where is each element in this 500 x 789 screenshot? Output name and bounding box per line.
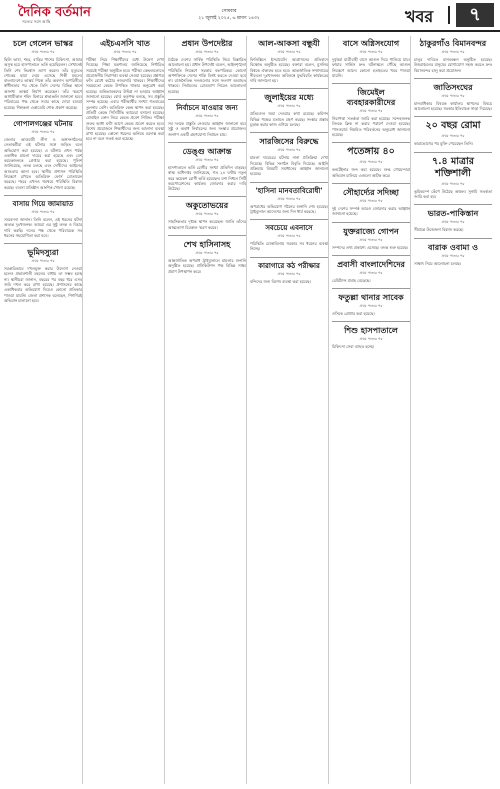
story-body: কনটেইনার জব্দ করা হয়েছে। শুল্ক গোয়েন্দারা অভিযান চালিয়ে এগুলো আটক করে। (332, 167, 410, 178)
story-headline[interactable]: বাসে অগ্নিসংযোগ (342, 38, 400, 48)
story-body: সমবেদনা জানান। তিনি বলেন, এই ধরনের ঘটনা অত্যন্ত দুঃখজনক। আমরা এর সুষ্ঠু তদন্ত ও বিচার দাবি করছি। দলের পক্ষ থেকে পরিবারকে সব ধরনের সহযোগিতা করা হবে। (4, 216, 82, 238)
story-headline[interactable]: যুক্তরাজ্যে গোপন (343, 225, 399, 236)
story-continuation: প্রথম পাতার পর (31, 259, 55, 264)
story-body: কারাভোগের পর মুক্তি পেয়েছেন তিনি। (414, 141, 473, 147)
news-story (332, 87, 410, 137)
news-column-4 (250, 36, 328, 784)
story-body: সম্পদের তথ্য প্রকাশ্যে এসেছে। তদন্ত শুরু হয়েছে। (332, 244, 409, 250)
news-column-5 (332, 36, 410, 784)
story-headline[interactable]: 'হাসিনা মানবতাবিরোধী' (255, 185, 323, 195)
story-separator (4, 115, 82, 116)
news-story (414, 208, 492, 232)
masthead (0, 0, 500, 32)
story-separator (332, 83, 410, 84)
story-body: সব দলকে প্রস্তুতি নেওয়ার আহ্বান জানানো হয়। সুষ্ঠু ও অবাধ নির্বাচনের জন্য সংস্কার প্রয়োজন। জনগণ একটি গ্রহণযোগ্য নির্বাচন চায়। (168, 121, 246, 137)
page-number: ৭ (456, 3, 494, 27)
story-separator (414, 78, 492, 79)
news-column-2 (86, 36, 164, 784)
story-separator (332, 142, 410, 143)
story-headline[interactable]: এইচএসসি খাত (100, 38, 150, 48)
news-story (250, 136, 328, 176)
story-headline[interactable]: নির্বাচনে যাওয়ার জন্য (176, 103, 238, 113)
news-story (4, 38, 82, 110)
story-continuation: প্রথম পাতার পর (277, 196, 301, 201)
story-headline[interactable]: পতেঙ্গায় ৪০ (347, 146, 395, 158)
news-column-3 (168, 36, 246, 784)
column-rule (328, 36, 329, 784)
story-body: ভূমিকম্পে কেঁপে উঠেছে অঞ্চল। সুনামি সতর্কতা জারি করা হয়। (414, 188, 492, 200)
news-story (168, 38, 246, 94)
story-body: চালুর দাবিতে মানববন্ধন অনুষ্ঠিত হয়েছে। উত্তরাঞ্চলের মানুষের যোগাযোগ সহজ করতে দ্রুত বিমানবন্দর চালু করা প্রয়োজন। (414, 57, 492, 73)
news-story (332, 38, 410, 78)
story-continuation: প্রথম পাতার পর (277, 50, 301, 54)
story-headline[interactable]: শেখ হাসিনাসহ (183, 239, 231, 250)
news-story (332, 226, 410, 250)
story-body: পরিস্থিতি মোকাবিলায় সরকার সব ধরনের ব্যবস্থা নিচ্ছে। (250, 241, 328, 252)
story-body: প্রতিবেদন জমা দেওয়ার কথা রয়েছে। কমিশন বিভিন্ন পক্ষের মতামত গ্রহণ করছে। সংস্কার প্রস্তাব চূড়ান্ত করার কাজ এগিয়ে চলছে। (250, 111, 328, 128)
story-body: বৈঠকে দেশের সার্বিক পরিস্থিতি নিয়ে বিস্তারিত আলোচনা হয়। প্রধান উপদেষ্টা বলেন, আইনশৃঙ্খলা পরিস্থিতি নিয়ন্ত্রণে সরকার বদ্ধপরিকর। কোনো অপশক্তিকে দেশের শান্তি বিনষ্ট করতে দেওয়া হবে না। রাজনৈতিক দলগুলোর সঙ্গে সংলাপ অব্যাহত থাকবে। নির্বাচনের রোডম্যাপ নিয়েও আলোচনা হয়েছে। (168, 57, 246, 94)
news-story (414, 38, 492, 73)
story-separator (250, 219, 328, 220)
story-body: নিরাপত্তা সতর্কতা জারি করা হয়েছে। সন্দেহজনক লিংকে ক্লিক না করার পরামর্শ দেওয়া হয়েছে। পাসওয়ার্ড নিয়মিত পরিবর্তনের অনুরোধ জানানো হয়েছে। (332, 116, 410, 138)
story-continuation: প্রথম পাতার পর (195, 114, 219, 119)
story-continuation: প্রথম পাতার পর (277, 104, 301, 109)
story-continuation: প্রথম পাতার পর (441, 181, 465, 186)
story-separator (414, 152, 492, 153)
news-story (250, 92, 328, 127)
story-separator (332, 183, 410, 184)
news-story (4, 199, 82, 238)
story-body: জেলার আওয়ামী লীগ ও অঙ্গসংগঠনের নেতাকর্মীরা এই ঘটনার সঙ্গে জড়িত বলে অভিযোগ করা হয়েছে। এ ঘটনায় এখন পর্যন্ত একাধিক মামলা দায়ের করা হয়েছে এবং বেশ কয়েকজনকে গ্রেপ্তার করা হয়েছে। পুলিশ জানিয়েছে, তদন্ত চলছে এবং দোষীদের আইনের আওতায় আনা হবে। স্থানীয় প্রশাসন পরিস্থিতি নিয়ন্ত্রণে রাখতে অতিরিক্ত ফোর্স মোতায়েন করেছে। শহরে এখনও থমথমে পরিস্থিতি বিরাজ করছে। ব্যবসা প্রতিষ্ঠান আংশিক খোলা রয়েছে। (4, 136, 82, 190)
story-headline[interactable]: ফতুল্লা থানার সাবেক (338, 292, 404, 303)
story-separator (332, 255, 410, 256)
column-rule (164, 36, 165, 784)
news-story (250, 261, 328, 284)
story-separator (250, 132, 328, 133)
news-story (332, 259, 410, 283)
story-continuation: প্রথম পাতার পর (195, 50, 219, 54)
story-continuation: প্রথম পাতার পর (441, 93, 465, 98)
story-body: রেমিট্যান্স প্রবাহ বেড়েছে। (332, 277, 371, 283)
news-story (86, 38, 164, 142)
story-headline[interactable]: বারাক ওবামা ও (428, 241, 478, 252)
news-column-6 (414, 36, 492, 784)
story-separator (414, 204, 492, 205)
story-body: সাহসিকতার দৃষ্টান্ত স্থাপন করেছেন। জাতি তাঁদের আত্মত্যাগ চিরকাল স্মরণ করবে। (168, 219, 246, 230)
story-headline[interactable]: জুলাইয়ের মধ্যে (264, 92, 314, 103)
story-headline[interactable]: জাতিসংঘের (433, 81, 473, 92)
story-body: চিকিৎসা সেবা ব্যাহত হচ্ছে। (332, 344, 375, 350)
story-continuation: প্রথম পাতার পর (359, 337, 383, 342)
story-headline[interactable]: আল-আকসা বন্ধুযী (258, 38, 320, 48)
story-body: ওসিকে গ্রেপ্তার করা হয়েছে। (332, 311, 375, 317)
story-continuation: প্রথম পাতার পর (277, 148, 301, 153)
story-separator (4, 243, 82, 244)
story-body: সাক্ষাৎ নিয়ে আলোচনা চলছে। (414, 260, 462, 266)
story-body: হাসপাতালে ভর্তি রোগীর সংখ্যা প্রতিদিন বাড়ছে। স্বাস্থ্য অধিদপ্তর জানিয়েছে, গত ২৪ ঘণ্টায় নতুন করে কয়েকশ রোগী ভর্তি হয়েছেন। মশা নিধনে সিটি করপোরেশনের কার্যক্রম জোরদার করার দাবি উঠেছে। (168, 164, 246, 192)
story-continuation: প্রথম পাতার পর (441, 220, 465, 225)
story-separator (250, 257, 328, 258)
story-separator (332, 288, 410, 289)
news-story (4, 119, 82, 190)
story-separator (332, 222, 410, 223)
story-continuation: প্রথম পাতার পর (195, 157, 219, 162)
column-rule (410, 36, 411, 784)
story-separator (332, 321, 410, 322)
story-separator (414, 238, 492, 239)
story-body: বন্দিদের জন্য বিশেষ ব্যবস্থা করা হয়েছে। (250, 278, 311, 284)
news-story (414, 242, 492, 266)
story-body: মানবাধিকার বিষয়ক কার্যালয় স্থাপনের বিষয়ে আলোচনা হয়েছে। সরকার ইতিবাচক সাড়া দিয়েছে। (414, 100, 492, 112)
story-headline[interactable]: চলে গেলেন ভাস্কর (13, 38, 73, 48)
news-story (414, 120, 492, 146)
story-continuation: প্রথম পাতার পর (441, 134, 465, 139)
story-headline[interactable]: ভারত-পাকিস্তান (427, 208, 479, 219)
news-story (250, 186, 328, 215)
story-headline[interactable]: সৌহার্দ্যের সদিচ্ছা (343, 186, 399, 197)
story-body: ফিলিস্তিনে ইসরায়েলি আগ্রাসনের প্রতিবাদে বিক্ষোভ অনুষ্ঠিত হয়েছে। বক্তারা বলেন, মুসলিম বিশ্বকে ঐক্যবদ্ধ হতে হবে। আন্তর্জাতিক সম্প্রদায়ের নীরবতা দুঃখজনক। অবিলম্বে যুদ্ধবিরতি কার্যকরের দাবি জানানো হয়। (250, 57, 328, 84)
story-body: আন্তর্জাতিক অপরাধ ট্রাইব্যুনালে মামলার শুনানি অনুষ্ঠিত হয়েছে। প্রসিকিউশন পক্ষ বিভিন্ন সাক্ষ্য প্রমাণ উপস্থাপন করে। (168, 258, 246, 274)
story-separator (250, 88, 328, 89)
news-story (168, 239, 246, 274)
news-story (414, 156, 492, 200)
story-separator (168, 142, 246, 143)
story-continuation: প্রথম পাতার পর (359, 198, 383, 203)
news-story (332, 292, 410, 316)
story-headline[interactable]: প্রধান উপদেষ্টার (181, 38, 233, 48)
news-column-1 (4, 36, 82, 784)
section-title: খবর (405, 7, 434, 26)
story-headline[interactable]: অকুতোভয়ের (185, 200, 229, 211)
date: ২১ জুলাই ২০২৫, ৬ শ্রাবণ ১৪৩২ (198, 16, 260, 21)
story-continuation: প্রথম পাতার পর (359, 270, 383, 275)
news-story (168, 146, 246, 191)
story-continuation: প্রথম পাতার পর (277, 271, 301, 276)
news-story (414, 82, 492, 112)
day: সোমবার (221, 9, 237, 14)
story-body: দুই দেশের সম্পর্ক আরও জোরদার করার আহ্বান জানানো হয়েছে। (332, 205, 410, 217)
story-continuation: প্রথম পাতার পর (359, 237, 383, 242)
divider (448, 6, 450, 24)
story-headline[interactable]: ভূমিদস্যুরা (27, 247, 59, 258)
story-headline[interactable]: ঠাকুরগাঁও বিমানবন্দর (419, 38, 487, 48)
story-body: দুর্বৃত্তরা যাত্রীবাহী বাসে আগুন দিয়ে পালিয়ে যায়। ফায়ার সার্ভিস দ্রুত ঘটনাস্থলে পৌঁছে আগুন নিয়ন্ত্রণে আনে। কোনো হতাহতের খবর পাওয়া যায়নি। (332, 57, 410, 78)
story-headline[interactable]: ডেঙ্গু আক্রান্ত (182, 145, 232, 156)
story-headline[interactable]: ২০ বছর রোমা (425, 120, 481, 132)
story-headline[interactable]: কারাগারে কঠ পরীক্ষার (258, 260, 320, 270)
story-headline[interactable]: সারজিসের বিরুদ্ধে (259, 136, 319, 147)
story-body: ছিলি ভাষা, শহর, বাড়ির পাশের চিকিৎসা, আমার অসুস্থ হয়ে হাসপাতালে ভর্তি হয়েছিলেন। সেখানেই তিনি শেষ নিঃশ্বাস ত্যাগ করেন। তাঁর মৃত্যুতে শোকের ছায়া নেমে এসেছে শিল্পী মহলে। বাংলাদেশের ভাস্কর্য শিল্পে তাঁর অবদান অপরিসীম। স্বাধীনতার পর থেকে তিনি দেশের বিভিন্ন স্থানে অসংখ্য ভাস্কর্য নির্মাণ করেছেন। তাঁর স্মরণে আগামীকাল শহিদ মিনারে শ্রদ্ধাঞ্জলি জানানো হবে। পরিবারের পক্ষ থেকে সবার কাছে দোয়া চাওয়া হয়েছে। শিল্পকলা একাডেমি শোক প্রকাশ করেছে। (4, 57, 82, 110)
story-headline[interactable]: প্রবাসী বাংলাদেশিদের (337, 258, 405, 269)
dateline (164, 8, 294, 22)
news-story (332, 325, 410, 349)
column-rule (82, 36, 83, 784)
story-separator (168, 99, 246, 100)
story-body: মামলা দায়েরের ঘটনায় নানা প্রতিক্রিয়া দেখা দিয়েছে। বিভিন্ন সংগঠন বিবৃতি দিয়েছে। আইনি প্রক্রিয়ায় বিষয়টি সমাধানের আহ্বান জানানো হয়েছে। (250, 155, 328, 177)
story-continuation: প্রথম পাতার পর (31, 209, 55, 214)
story-body: অপরাধের অভিযোগ গঠনের শুনানি শেষ হয়েছে। ট্রাইব্যুনাল আদেশের জন্য দিন ধার্য করেছে। (250, 203, 328, 214)
story-separator (250, 182, 328, 183)
newspaper-logo: দৈনিক বর্তমান (18, 5, 91, 20)
story-continuation: প্রথম পাতার পর (195, 212, 219, 217)
story-headline[interactable]: শিশু হাসপাতালে (344, 325, 398, 336)
news-story (250, 38, 328, 83)
story-continuation: প্রথম পাতার পর (441, 253, 465, 258)
story-continuation: প্রথম পাতার পর (31, 129, 55, 134)
story-continuation: প্রথম পাতার পর (359, 50, 383, 54)
story-continuation: প্রথম পাতার পর (359, 304, 383, 309)
news-story (332, 187, 410, 217)
story-separator (168, 196, 246, 197)
story-separator (4, 195, 82, 196)
news-story (250, 223, 328, 252)
story-headline[interactable]: ৭.৪ মাত্রার শক্তিশালী (432, 155, 474, 179)
story-continuation: প্রথম পাতার পর (441, 50, 465, 54)
news-story (4, 247, 82, 303)
story-continuation: প্রথম পাতার পর (359, 160, 383, 165)
story-continuation: প্রথম পাতার পর (359, 109, 383, 114)
story-continuation: প্রথম পাতার পর (277, 234, 301, 239)
news-story (168, 200, 246, 230)
news-story (168, 103, 246, 137)
story-body: পরীক্ষা নিয়ে শিক্ষার্থীদের মধ্যে উদ্বেগ দেখা দিয়েছে। শিক্ষা মন্ত্রণালয় জানিয়েছে নির্ধারিত সময়েই পরীক্ষা অনুষ্ঠিত হবে। পরীক্ষা কেন্দ্রগুলোতে প্রয়োজনীয় নিরাপত্তা ব্যবস্থা নেওয়া হয়েছে। প্রশ্নপত্র ফাঁস রোধে কঠোর নজরদারি থাকবে। শিক্ষার্থীদের সময়মতো কেন্দ্রে উপস্থিত থাকার অনুরোধ করা হয়েছে। অভিভাবকদের উদ্বিগ্ন না হওয়ার আহ্বান জানানো হয়েছে। বোর্ড কর্তৃপক্ষ বলছে, সব প্রস্তুতি সম্পন্ন হয়েছে। এবার পরীক্ষার্থীর সংখ্যা গতবারের তুলনায় বেশি। অতিরিক্ত কেন্দ্র স্থাপন করা হয়েছে। প্রতিটি কেন্দ্রে সিসিটিভি ক্যামেরা বসানো হয়েছে। মোবাইল ফোন নিয়ে কেন্দ্রে প্রবেশ নিষিদ্ধ। পরীক্ষা শুরুর আধা ঘণ্টা আগে কেন্দ্রে প্রবেশ করতে হবে। বিশেষ প্রয়োজনে শিক্ষার্থীদের জন্য আলাদা ব্যবস্থা রাখা হয়েছে। কোনো ধরনের অনিয়ম বরদাস্ত করা হবে না বলে সতর্ক করা হয়েছে। (86, 57, 164, 142)
news-story (332, 146, 410, 178)
story-continuation: প্রথম পাতার পর (31, 50, 55, 54)
story-headline[interactable]: বাসায় গিয়ে জামায়াত (12, 198, 74, 208)
story-separator (414, 116, 492, 117)
story-continuation: প্রথম পাতার পর (113, 50, 137, 54)
column-rule (246, 36, 247, 784)
story-headline[interactable]: গোপালগঞ্জের ঘটনায় (13, 118, 73, 128)
story-continuation: প্রথম পাতার পর (195, 251, 219, 256)
story-body: সীমান্তে উত্তেজনা বিরাজ করছে। (414, 227, 464, 233)
story-separator (168, 235, 246, 236)
story-headline[interactable]: জিমেইল ব্যবহারকারীদের (346, 87, 396, 108)
tagline: সত্যের সঙ্গে আছি (22, 19, 51, 24)
story-headline[interactable]: সবচেয়ে এবনাসে (265, 223, 313, 233)
story-body: সরকারিভাবে দখলমুক্ত করার উদ্যোগ নেওয়া হলেও প্রভাবশালী মহলের বাধায় তা সম্ভব হচ্ছে না। স্থানীয়রা জানান, বছরের পর বছর ধরে এসব জমি দখল করে রাখা হয়েছে। প্রশাসনের কাছে একাধিকবার অভিযোগ দিয়েও কোনো প্রতিকার পাওয়া যায়নি। জেলা প্রশাসক বলেছেন, শিগগিরই অভিযান চালানো হবে। (4, 266, 82, 303)
